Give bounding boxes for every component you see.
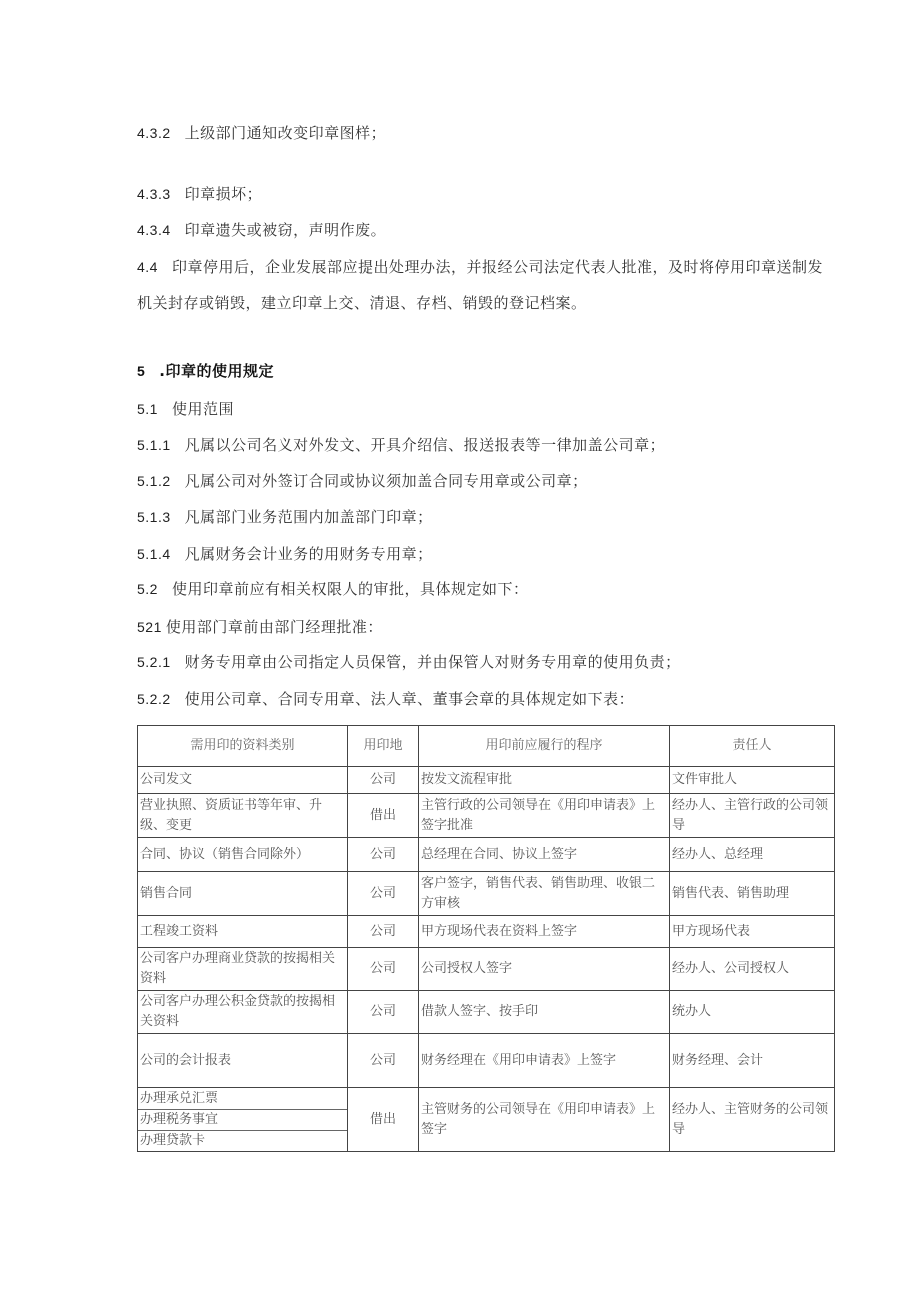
seal-usage-table — [137, 725, 835, 1152]
table-row — [138, 991, 835, 1034]
clause-text: 凡属部门业务范围内加盖部门印章； — [184, 508, 433, 526]
cell-category: 公司的会计报表 — [138, 1034, 348, 1088]
cell-procedure: 主管行政的公司领导在《用印申请表》上签字批准 — [419, 794, 670, 838]
table-row — [138, 916, 835, 948]
clause-text: 凡属以公司名义对外发文、开具介绍信、报送报表等一律加盖公司章； — [184, 436, 666, 454]
cell-place: 公司 — [348, 916, 419, 948]
clause-5-2-2 — [137, 688, 634, 709]
clause-number: 4.4 — [137, 259, 158, 275]
clause-5-1-1 — [137, 434, 665, 455]
clause-5-1 — [137, 398, 234, 419]
table-row-group — [138, 1088, 835, 1152]
clause-4-3-2 — [137, 122, 386, 143]
cell-category-group — [138, 1088, 348, 1152]
header-category: 需用印的资料类别 — [138, 726, 348, 767]
clause-text: 印章遗失或被窃，声明作废。 — [184, 221, 387, 239]
header-procedure: 用印前应履行的程序 — [419, 726, 670, 767]
clause-number: 4.3.3 — [137, 186, 171, 202]
cell-place: 借出 — [348, 1088, 419, 1152]
clause-number: 5.1.3 — [137, 509, 171, 525]
cell-place: 公司 — [348, 948, 419, 991]
table-row — [138, 1034, 835, 1088]
cell-procedure: 公司授权人签字 — [419, 948, 670, 991]
clause-text: 使用范围 — [171, 400, 234, 418]
cell-place: 公司 — [348, 872, 419, 916]
clause-5-1-3 — [137, 506, 433, 527]
cell-responsible: 经办人、总经理 — [670, 838, 835, 872]
cell-procedure: 总经理在合同、协议上签字 — [419, 838, 670, 872]
clause-text: 上级部门通知改变印章图样； — [184, 124, 387, 142]
header-place: 用印地 — [348, 726, 419, 767]
clause-4-3-3 — [137, 183, 262, 204]
clause-text: 印章停用后，企业发展部应提出处理办法，并报经公司法定代表人批准，及时将停用印章送制发机关封存或销毁，建立印章上交、清退、存档、销毁的登记档案。 — [137, 258, 823, 312]
clause-5-1-2 — [137, 470, 588, 491]
clause-5-2-1 — [137, 651, 681, 672]
clause-number: 521 — [137, 619, 162, 635]
category-item: 办理承兑汇票 — [138, 1089, 347, 1110]
cell-place: 借出 — [348, 794, 419, 838]
cell-place: 公司 — [348, 838, 419, 872]
table-row — [138, 838, 835, 872]
section-number: 5 — [137, 363, 146, 379]
clause-number: 5.2 — [137, 581, 158, 597]
clause-number: 5.2.2 — [137, 691, 171, 707]
cell-category: 公司发文 — [138, 767, 348, 794]
cell-category: 工程竣工资料 — [138, 916, 348, 948]
cell-procedure: 借款人签字、按手印 — [419, 991, 670, 1034]
clause-5-1-4 — [137, 543, 433, 564]
table-row — [138, 794, 835, 838]
cell-place: 公司 — [348, 1034, 419, 1088]
cell-category: 公司客户办理公积金贷款的按揭相关资料 — [138, 991, 348, 1034]
cell-procedure: 客户签字，销售代表、销售助理、收银二方审核 — [419, 872, 670, 916]
cell-responsible: 经办人、主管财务的公司领导 — [670, 1088, 835, 1152]
cell-category: 营业执照、资质证书等年审、升级、变更 — [138, 794, 348, 838]
cell-procedure: 主管财务的公司领导在《用印申请表》上签字 — [419, 1088, 670, 1152]
clause-4-3-4 — [137, 219, 386, 240]
section-title: .印章的使用规定 — [159, 362, 274, 380]
cell-responsible: 销售代表、销售助理 — [670, 872, 835, 916]
clause-number: 5.1.4 — [137, 546, 171, 562]
clause-521 — [137, 616, 383, 637]
clause-text: 使用印章前应有相关权限人的审批，具体规定如下： — [171, 580, 529, 598]
section-5-heading — [137, 360, 274, 381]
cell-place: 公司 — [348, 767, 419, 794]
cell-responsible: 经办人、公司授权人 — [670, 948, 835, 991]
cell-responsible: 财务经理、会计 — [670, 1034, 835, 1088]
clause-number: 5.2.1 — [137, 654, 171, 670]
category-item: 办理贷款卡 — [140, 1132, 206, 1148]
clause-number: 5.1.1 — [137, 437, 171, 453]
header-responsible: 责任人 — [670, 726, 835, 767]
cell-responsible: 文件审批人 — [670, 767, 835, 794]
cell-responsible: 经办人、主管行政的公司领导 — [670, 794, 835, 838]
clause-text: 财务专用章由公司指定人员保管，并由保管人对财务专用章的使用负责； — [184, 653, 681, 671]
clause-number: 4.3.2 — [137, 125, 171, 141]
cell-responsible: 甲方现场代表 — [670, 916, 835, 948]
cell-procedure: 按发文流程审批 — [419, 767, 670, 794]
cell-category: 销售合同 — [138, 872, 348, 916]
cell-place: 公司 — [348, 991, 419, 1034]
cell-category: 合同、协议（销售合同除外） — [138, 838, 348, 872]
clause-text: 使用公司章、合同专用章、法人章、董事会章的具体规定如下表： — [184, 690, 635, 708]
table-row — [138, 948, 835, 991]
clause-text: 凡属公司对外签订合同或协议须加盖合同专用章或公司章； — [184, 472, 588, 490]
clause-text: 凡属财务会计业务的用财务专用章； — [184, 545, 433, 563]
cell-responsible: 统办人 — [670, 991, 835, 1034]
table-row — [138, 767, 835, 794]
clause-number: 4.3.4 — [137, 222, 171, 238]
cell-category: 公司客户办理商业贷款的按揭相关资料 — [138, 948, 348, 991]
clause-4-4 — [137, 249, 827, 321]
clause-5-2 — [137, 578, 528, 599]
clause-text: 使用部门章前由部门经理批准： — [165, 618, 383, 636]
clause-number: 5.1.2 — [137, 473, 171, 489]
category-item: 办理税务事宜 — [138, 1110, 347, 1131]
table-header-row — [138, 726, 835, 767]
cell-procedure: 甲方现场代表在资料上签字 — [419, 916, 670, 948]
table-row — [138, 872, 835, 916]
clause-number: 5.1 — [137, 401, 158, 417]
clause-text: 印章损坏； — [184, 185, 263, 203]
cell-procedure: 财务经理在《用印申请表》上签字 — [419, 1034, 670, 1088]
